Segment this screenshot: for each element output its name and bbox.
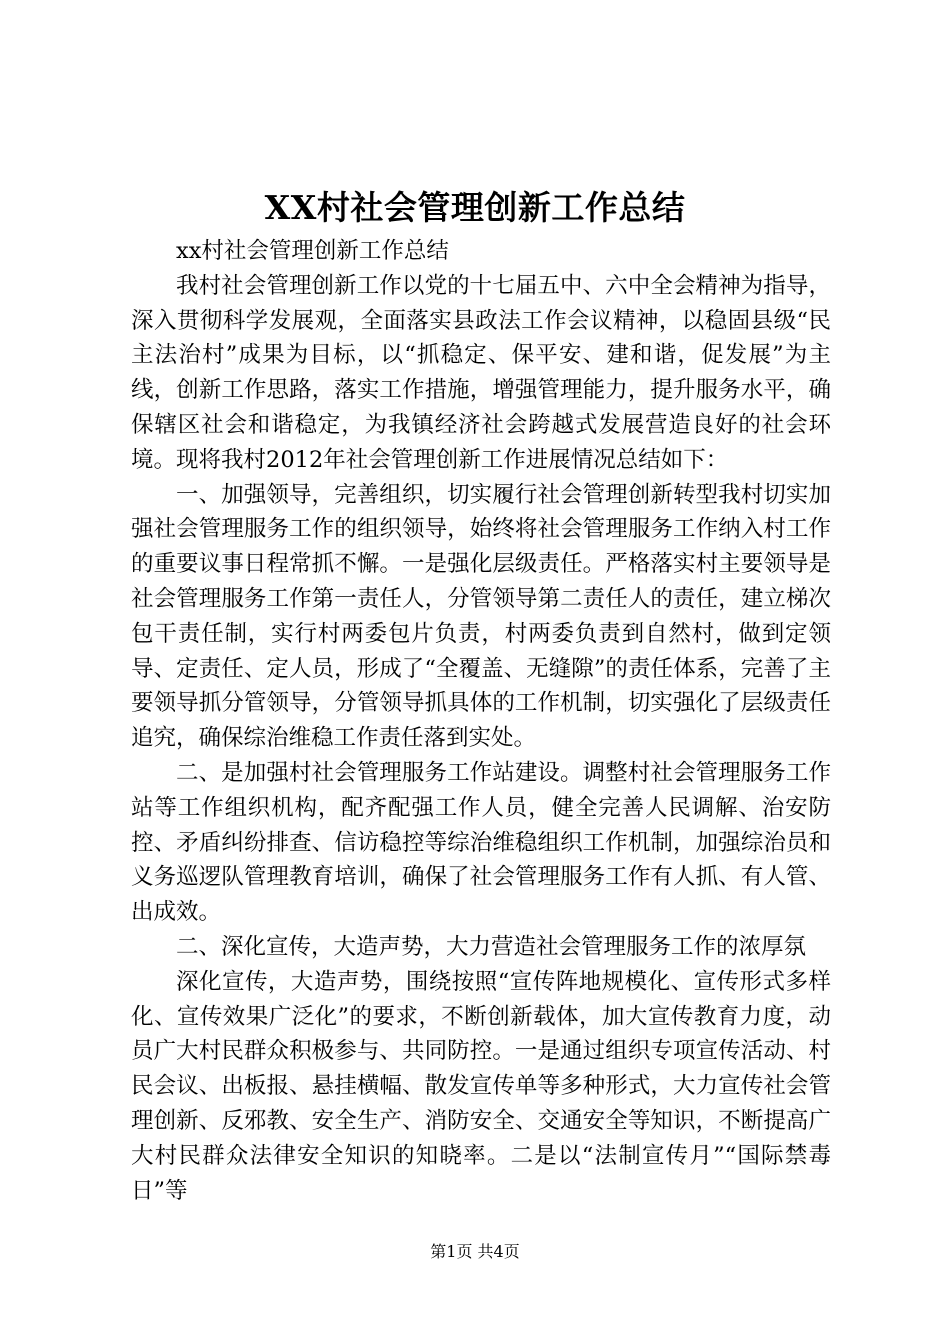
- section-heading-paragraph: 二、深化宣传，大造声势，大力营造社会管理服务工作的浓厚氛: [176, 933, 807, 960]
- intro-paragraph: 我村社会管理创新工作以党的十七届五中、六中全会精神为指导，深入贯彻科学发展观，全面落实县政法工作会议精神，以稳固县级“民主法治村”成果为目标，以“抓稳定、保平安、建和谐，促发展”为主线，创新工作思路，落实工作措施，增强管理能力，提升服务水平，确保辖区社会和谐稳定，为我镇经济社会跨越式发展营造良好的社会环境。现将我村2012年社会管理创新工作进展情况总结如下：: [131, 272, 831, 473]
- section-two-paragraph: 二、是加强村社会管理服务工作站建设。调整村社会管理服务工作站等工作组织机构，配齐配强工作人员，健全完善人民调解、治安防控、矛盾纠纷排查、信访稳控等综治维稳组织工作机制，加强综治员和义务巡逻队管理教育培训，确保了社会管理服务工作有人抓、有人管、出成效。: [131, 759, 831, 926]
- subtitle-paragraph: xx村社会管理创新工作总结: [176, 238, 449, 264]
- page-footer: 第1页 共4页: [430, 1242, 520, 1261]
- document-title: XX村社会管理创新工作总结: [264, 188, 686, 227]
- document-body: [131, 234, 831, 1208]
- section-one-paragraph: 一、加强领导，完善组织，切实履行社会管理创新转型我村切实加强社会管理服务工作的组织领导，始终将社会管理服务工作纳入村工作的重要议事日程常抓不懈。一是强化层级责任。严格落实村主要领导是社会管理服务工作第一责任人，分管领导第二责任人的责任，建立梯次包干责任制，实行村两委包片负责，村两委负责到自然村，做到定领导、定责任、定人员，形成了“全覆盖、无缝隙”的责任体系，完善了主要领导抓分管领导，分管领导抓具体的工作机制，切实强化了层级责任追究，确保综治维稳工作责任落到实处。: [131, 481, 831, 752]
- publicity-paragraph: 深化宣传，大造声势，围绕按照“宣传阵地规模化、宣传形式多样化、宣传效果广泛化”的要求，不断创新载体，加大宣传教育力度，动员广大村民群众积极参与、共同防控。一是通过组织专项宣传活动、村民会议、出板报、悬挂横幅、散发宣传单等多种形式，大力宣传社会管理创新、反邪教、安全生产、消防安全、交通安全等知识，不断提高广大村民群众法律安全知识的知晓率。二是以“法制宣传月”“国际禁毒日”等: [131, 968, 831, 1204]
